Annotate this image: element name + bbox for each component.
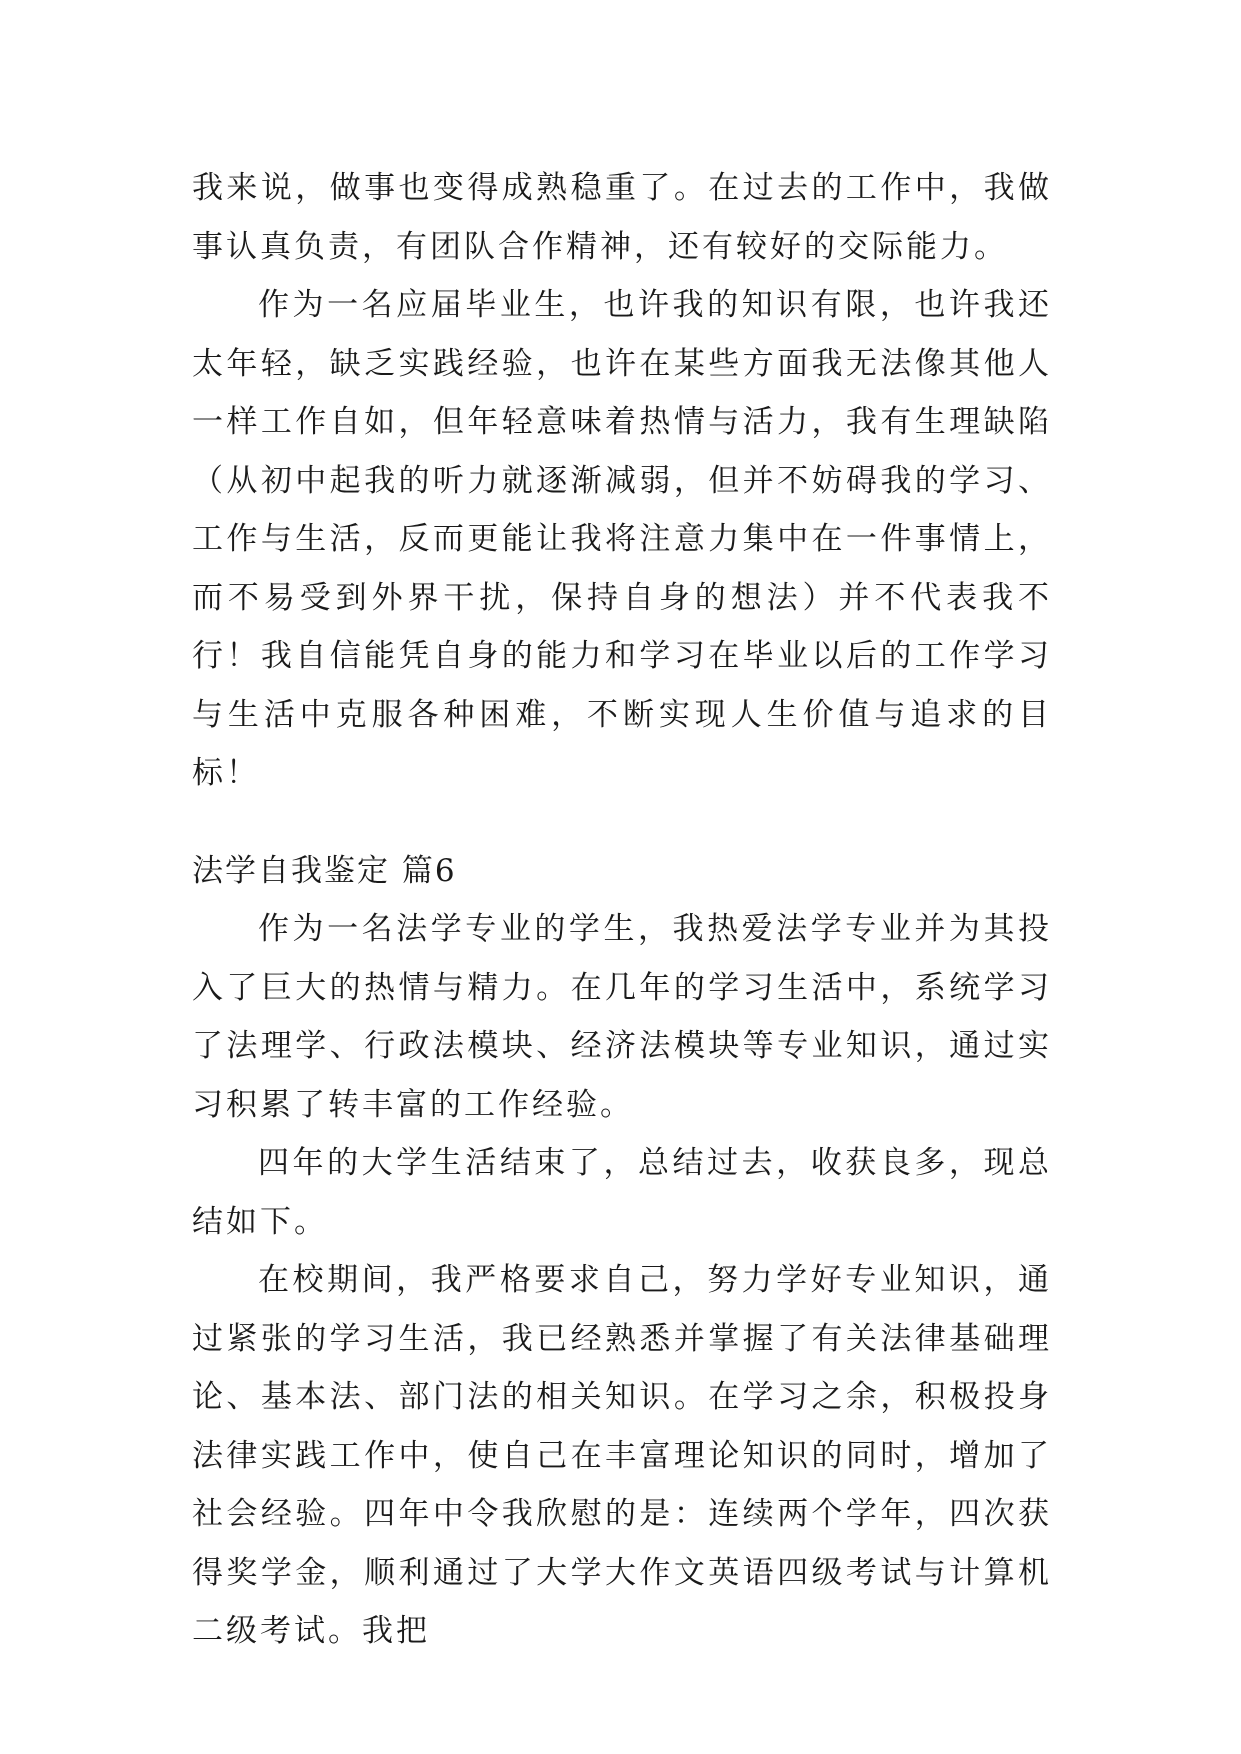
paragraph-continued: 我来说，做事也变得成熟稳重了。在过去的工作中，我做事认真负责，有团队合作精神，还有较好的交际能力。: [192, 170, 1052, 265]
paragraph-law-student: 作为一名法学专业的学生，我热爱法学专业并为其投入了巨大的热情与精力。在几年的学习生活中，系统学习了法理学、行政法模块、经济法模块等专业知识，通过实习积累了转丰富的工作经验。: [192, 911, 1052, 1123]
paragraph-summary-intro: 四年的大学生活结束了，总结过去，收获良多，现总结如下。: [192, 1145, 1052, 1240]
paragraph-graduate: 作为一名应届毕业生，也许我的知识有限，也许我还太年轻，缺乏实践经验，也许在某些方面我无法像其他人一样工作自如，但年轻意味着热情与活力，我有生理缺陷（从初中起我的听力就逐渐减弱，但并不妨碍我的学习、工作与生活，反而更能让我将注意力集中在一件事情上，而不易受到外界干扰，保持自身的想法）并不代表我不行！我自信能凭自身的能力和学习在毕业以后的工作学习与生活中克服各种困难，不断实现人生价值与追求的目标！: [192, 287, 1052, 791]
document-body: [192, 159, 1052, 1661]
paragraph-school-period: 在校期间，我严格要求自己，努力学好专业知识，通过紧张的学习生活，我已经熟悉并掌握了有关法律基础理论、基本法、部门法的相关知识。在学习之余，积极投身法律实践工作中，使自己在丰富理论知识的同时，增加了社会经验。四年中令我欣慰的是：连续两个学年，四次获得奖学金，顺利通过了大学大作文英语四级考试与计算机二级考试。我把: [192, 1262, 1052, 1649]
section-heading: 法学自我鉴定 篇6: [192, 852, 457, 889]
